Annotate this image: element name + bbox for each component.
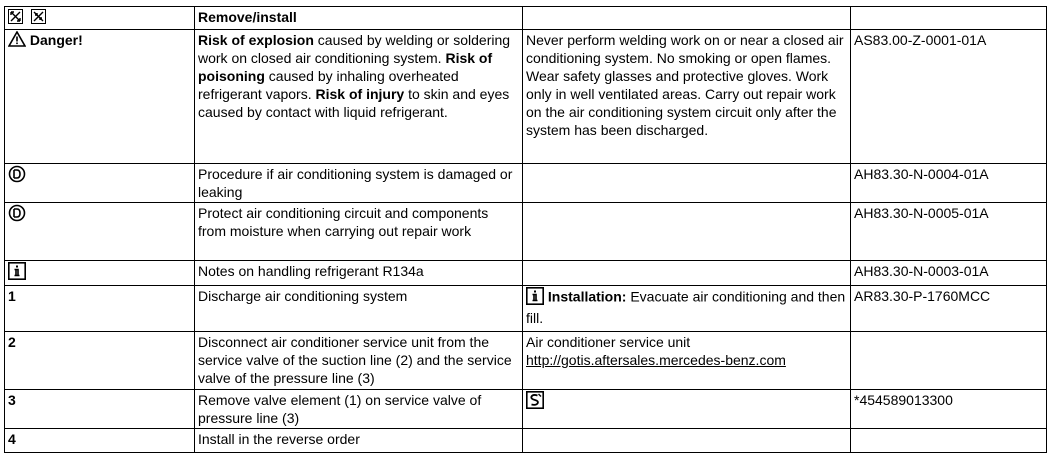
refrigerant-notes: Notes on handling refrigerant R134a: [195, 260, 523, 285]
install-icon: [31, 9, 46, 28]
header-empty-cell: [851, 7, 1047, 30]
step-note: [523, 331, 851, 389]
step-row: [5, 428, 1047, 452]
empty-note-cell: [523, 428, 851, 452]
risk-explosion-text: caused by welding or soldering work on closed air conditioning system.: [198, 31, 511, 66]
step-number: 4: [5, 428, 195, 452]
procedure-description: Procedure if air conditioning system is damaged or leaking: [195, 163, 523, 202]
step-description: Remove valve element (1) on service valve of pressure line (3): [195, 389, 523, 428]
risk-injury-text: to skin and eyes caused by contact with liquid refrigerant.: [198, 85, 510, 120]
header-row: [5, 7, 1047, 30]
warning-triangle-icon: [8, 31, 26, 51]
installation-text: Evacuate air conditioning and then fill.: [526, 288, 846, 326]
attention-icon: [8, 165, 26, 187]
special-tool-icon[interactable]: [526, 391, 544, 413]
step-description: Discharge air conditioning system: [195, 285, 523, 331]
refrigerant-code-link[interactable]: AH83.30-N-0003-01A: [851, 260, 1047, 285]
empty-note-cell: [523, 163, 851, 202]
empty-note-cell: [523, 260, 851, 285]
attention-row: [5, 202, 1047, 260]
step-number: 1: [5, 285, 195, 331]
empty-note-cell: [523, 202, 851, 260]
risk-explosion: Risk of explosion: [198, 31, 314, 48]
danger-row: [5, 29, 1047, 163]
risk-poisoning: Risk of poisoning: [198, 49, 493, 84]
step-row: [5, 389, 1047, 428]
step-number: 2: [5, 331, 195, 389]
procedure-code-link[interactable]: AH83.30-N-0004-01A: [851, 163, 1047, 202]
moisture-description: Protect air conditioning circuit and components from moisture when carrying out repair work: [195, 202, 523, 260]
step-row: [5, 331, 1047, 389]
danger-note: Never perform welding work on or near a closed air conditioning system. No smoking or open flames. Wear safety glasses and protective gloves. Work only in well ventilated areas. Carry out repair work on the air conditioning system circuit only after the system has been discharged.: [523, 29, 851, 163]
info-icon: [8, 262, 26, 284]
service-unit-label: Air conditioner service unit: [526, 333, 691, 350]
attention-icon-cell: [5, 163, 195, 202]
step-number: 3: [5, 389, 195, 428]
attention-icon-cell: [5, 202, 195, 260]
procedure-table: [4, 6, 1047, 453]
step-row: [5, 285, 1047, 331]
danger-code-link[interactable]: AS83.00-Z-0001-01A: [851, 29, 1047, 163]
step-code: [851, 428, 1047, 452]
step-description: Disconnect air conditioner service unit from the service valve of the suction line (2) and the service valve of the pressure line (3): [195, 331, 523, 389]
step-note: [523, 389, 851, 428]
tool-part-number[interactable]: *454589013300: [851, 389, 1047, 428]
attention-row: [5, 163, 1047, 202]
attention-icon: [8, 204, 26, 226]
risk-poisoning-text: caused by inhaling overheated refrigerant vapors.: [198, 67, 459, 102]
danger-label: Danger!: [29, 31, 83, 48]
service-unit-link[interactable]: http://gotis.aftersales.mercedes-benz.com: [526, 351, 786, 368]
info-icon-cell: [5, 260, 195, 285]
header-icons-cell: [5, 7, 195, 30]
risk-injury: Risk of injury: [315, 85, 405, 102]
step-description: Install in the reverse order: [195, 428, 523, 452]
info-row: [5, 260, 1047, 285]
header-empty-cell: [523, 7, 851, 30]
remove-icon: [8, 9, 23, 28]
step-code-link[interactable]: AR83.30-P-1760MCC: [851, 285, 1047, 331]
danger-label-cell: [5, 29, 195, 163]
info-icon: [526, 287, 544, 309]
step-code: [851, 331, 1047, 389]
header-title: Remove/install: [195, 7, 523, 30]
danger-description: [195, 29, 523, 163]
step-note: [523, 285, 851, 331]
moisture-code-link[interactable]: AH83.30-N-0005-01A: [851, 202, 1047, 260]
installation-label: Installation:: [547, 288, 627, 305]
